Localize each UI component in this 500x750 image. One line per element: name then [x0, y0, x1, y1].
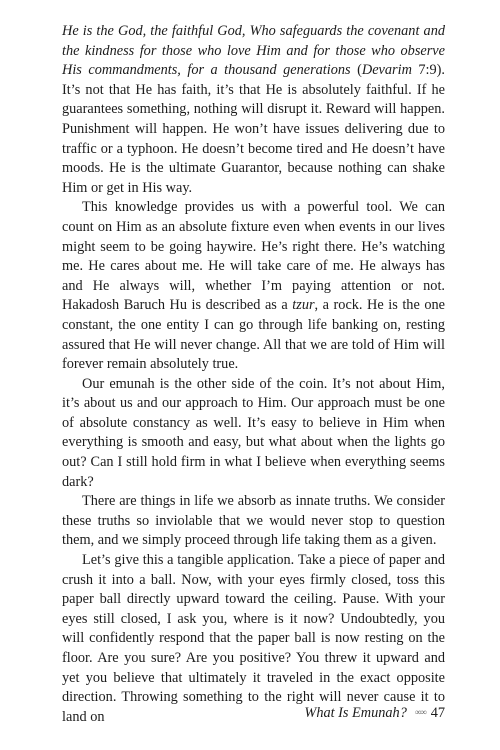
page-number: 47 [430, 705, 445, 721]
paragraph-5 [62, 551, 445, 727]
text-segment: This knowledge provides us with a powerful tool. We can count on Him as an absolute fixture even when events in our lives might seem to be going haywire. He’s right there. He’s watching me. He cares about me. He will take care of me. He always has and He always will, whether I’m paying attention or not. Hakadosh Baruch Hu is described as a [62, 199, 445, 314]
text-segment: , a rock. He is the one constant, the one entity I can go through life banking on, resting assured that He will never change. All that we are told of Him will forever remain absolutely true. [62, 297, 445, 373]
page-body [62, 22, 445, 727]
italic-term: tzur [292, 297, 315, 314]
text-segment: ( [350, 62, 362, 79]
text-segment: 7:9). It’s not that He has faith, it’s that He is absolutely faithful. If he guarantees something, nothing will disrupt it. Reward will happen. Punishment will happen. He won’t have issues delivering due to traffic or a typhoon. He doesn’t become tired and He doesn’t have moods. He is the ultimate Guarantor, because nothing can shake Him or get in His way. [62, 62, 446, 196]
text-segment: There are things in life we absorb as innate truths. We consider these truths so inviolable that we would never stop to question them, and we simply proceed through life taking them as a given. [62, 493, 445, 549]
paragraph-3 [62, 375, 445, 493]
ornament-icon: ∞∞ [414, 707, 426, 717]
text-segment: Let’s give this a tangible application. Take a piece of paper and crush it into a ball. Now, with your eyes firmly closed, toss this paper ball directly upward toward the ceiling. Pause. With your eyes still closed, I ask you, where is it now? Undoubtedly, you will confidently respond that the paper ball is now resting on the floor. Are you sure? Are you positive? You threw it upward and yet you believe that ultimately it traveled in the exact opposite direction. Throwing something to the right will never cause it to land on [62, 552, 445, 725]
source-book: Devarim [361, 62, 412, 79]
verse-quote: He is the God, the faithful God, Who safeguards the covenant and the kindness for those who love Him and for those who observe His commandments, for a thousand generations [62, 23, 445, 79]
paragraph-4 [62, 492, 445, 551]
paragraph-1 [62, 22, 445, 198]
text-segment: Our emunah is the other side of the coin. It’s not about Him, it’s about us and our approach to Him. Our approach must be one of absolute constancy as well. It’s easy to believe in Him when everything is smooth and easy, but what about when the lights go out? Can I still hold firm in what I believe when everything seems dark? [62, 375, 445, 490]
page-footer [304, 702, 445, 723]
paragraph-2 [62, 198, 445, 374]
running-title: What Is Emunah? [304, 705, 407, 721]
